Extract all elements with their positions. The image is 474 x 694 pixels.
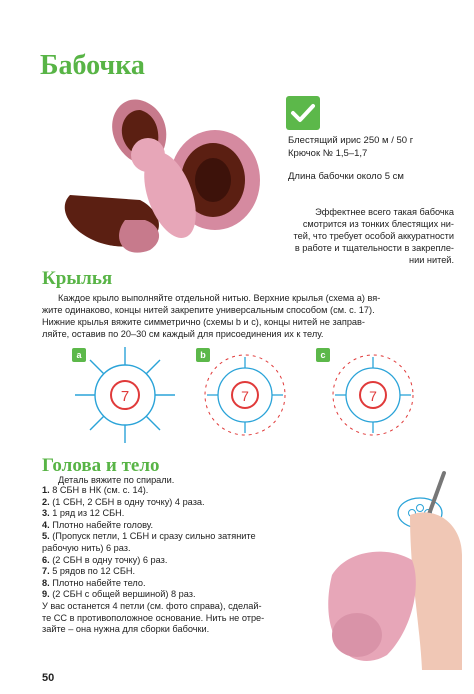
- head-body-intro: Деталь вяжите по спирали.: [58, 475, 175, 485]
- step-item: 3. 1 ряд из 12 СБН.: [42, 508, 125, 519]
- checkmark-badge-icon: [286, 96, 320, 130]
- outro-line: те СС в противоположное основание. Нить не отре-: [42, 612, 265, 623]
- head-body-heading: Голова и тело: [42, 455, 160, 476]
- materials-hook: Крючок № 1,5–1,7: [288, 148, 368, 159]
- intro-line: Эффектнее всего такая бабочка: [315, 207, 454, 217]
- wings-heading: Крылья: [42, 268, 113, 289]
- wings-line: Каждое крыло выполняйте отдельной нитью. Верхние крылья (схема a) вя-: [58, 293, 381, 303]
- step-item: 8. Плотно набейте тело.: [42, 577, 146, 588]
- intro-line: нии нитей.: [409, 255, 454, 265]
- diagram-b-label: b: [196, 348, 210, 362]
- diagram-b-center: 7: [241, 388, 249, 404]
- body-photo: [312, 455, 462, 670]
- step-item: 6. (2 СБН в одну точку) 6 раз.: [42, 554, 168, 565]
- materials-size: Длина бабочки около 5 см: [288, 171, 404, 182]
- intro-line: в работе и тщательности в закрепле-: [294, 243, 454, 253]
- intro-line: смотрится из тонких блестящих ни-: [302, 219, 454, 229]
- butterfly-photo: [30, 85, 260, 265]
- step-item: 9. (2 СБН с общей вершиной) 8 раз.: [42, 589, 196, 600]
- page-number: 50: [42, 672, 55, 684]
- step-item: 2. (1 СБН, 2 СБН в одну точку) 4 раза.: [42, 496, 205, 507]
- wings-line: ляйте, оставив по 20–30 см каждый для присоединения их к телу.: [42, 329, 324, 339]
- wings-line: Нижние крылья вяжите симметрично (схемы b и c), концы нитей не заправ-: [42, 317, 365, 327]
- outro-line: У вас останется 4 петли (см. фото справа), сделай-: [42, 600, 262, 611]
- wings-paragraph: [42, 292, 454, 340]
- step-item: 4. Плотно набейте голову.: [42, 519, 154, 530]
- diagram-c-center: 7: [369, 388, 377, 404]
- diagram-c-label: c: [316, 348, 330, 362]
- page-title: Бабочка: [40, 50, 145, 81]
- wings-line: жите одинаково, концы нитей закрепите универсальным способом (см. с. 17).: [42, 305, 375, 315]
- materials-block: [288, 134, 458, 183]
- steps-list: [42, 485, 312, 636]
- diagram-a: [70, 345, 180, 445]
- step-item: 7. 5 рядов по 12 СБН.: [42, 566, 136, 577]
- step-item: 5. (Пропуск петли, 1 СБН и сразу сильно затяните: [42, 531, 256, 542]
- step-item: 1. 8 СБН в НК (см. с. 14).: [42, 485, 149, 495]
- diagram-a-label: a: [72, 348, 86, 362]
- diagram-b: [190, 345, 300, 445]
- materials-yarn: Блестящий ирис 250 м / 50 г: [288, 135, 414, 146]
- intro-line: тей, что требует особой аккуратности: [293, 231, 454, 241]
- diagram-c: [318, 345, 428, 445]
- diagram-a-center: 7: [120, 388, 130, 405]
- step-item: рабочую нить) 6 раз.: [42, 542, 131, 553]
- outro-line: зайте – она нужна для сборки бабочки.: [42, 624, 210, 635]
- intro-paragraph: [258, 206, 454, 266]
